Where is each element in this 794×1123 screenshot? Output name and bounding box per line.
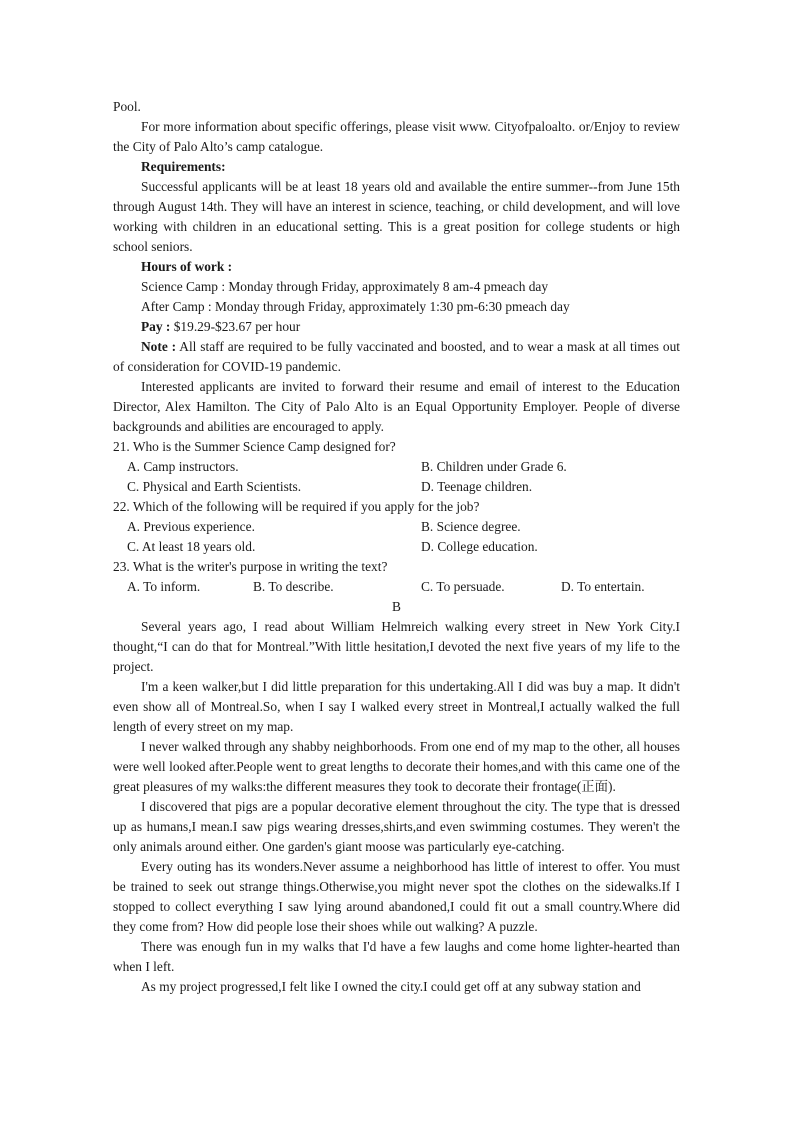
science-camp-hours — [113, 277, 680, 297]
science-camp-text: Monday through Friday, approximately 8 am-4 pmeach day — [225, 279, 549, 294]
more-info-paragraph: For more information about specific offerings, please visit www. Cityofpaloalto. or/Enjoy to review the City of Palo Alto’s camp catalogue. — [113, 119, 680, 154]
question-21-options-row-1 — [113, 457, 680, 477]
question-22-option-b: B. Science degree. — [421, 519, 521, 534]
question-21-option-d: D. Teenage children. — [421, 479, 533, 494]
question-22-option-c: C. At least 18 years old. — [127, 539, 256, 554]
document-page — [113, 97, 680, 997]
science-camp-label: Science Camp : — [141, 279, 226, 294]
question-22-option-a: A. Previous experience. — [127, 519, 255, 534]
after-camp-text: Monday through Friday, approximately 1:30 pm-6:30 pmeach day — [211, 299, 570, 314]
note-text: All staff are required to be fully vaccinated and boosted, and to wear a mask at all times out of consideration for COVID-19 pandemic. — [113, 339, 680, 374]
pay-label: Pay : — [141, 319, 171, 334]
question-23: 23. What is the writer's purpose in writing the text? — [113, 559, 388, 574]
question-21-option-b: B. Children under Grade 6. — [421, 459, 567, 474]
pool-fragment: Pool. — [113, 99, 141, 114]
requirements-heading: Requirements: — [141, 159, 226, 174]
question-21-options-row-2 — [113, 477, 680, 497]
question-23-option-d: D. To entertain. — [561, 579, 645, 594]
question-21: 21. Who is the Summer Science Camp designed for? — [113, 439, 396, 454]
after-camp-label: After Camp : — [141, 299, 212, 314]
question-23-options — [113, 577, 680, 597]
question-21-option-c: C. Physical and Earth Scientists. — [127, 479, 302, 494]
note-paragraph — [113, 337, 680, 377]
question-23-option-b: B. To describe. — [253, 579, 334, 594]
question-23-option-c: C. To persuade. — [421, 579, 505, 594]
interested-paragraph: Interested applicants are invited to forward their resume and email of interest to the Education Director, Alex Hamilton. The City of Palo Alto is an Equal Opportunity Employer. People of diverse backgrounds and abilities are encouraged to apply. — [113, 379, 680, 434]
pay-text: $19.29-$23.67 per hour — [170, 319, 301, 334]
question-22-options-row-2 — [113, 537, 680, 557]
hours-heading: Hours of work : — [141, 259, 233, 274]
requirements-paragraph: Successful applicants will be at least 18 years old and available the entire summer--from June 15th through August 14th. They will have an interest in science, teaching, or child development, and will love working with children in an educational setting. This is a great position for college students or high school seniors. — [113, 179, 680, 254]
question-22-option-d: D. College education. — [421, 539, 538, 554]
pay-line — [113, 317, 680, 337]
question-21-option-a: A. Camp instructors. — [127, 459, 239, 474]
passage-b-paragraph: I discovered that pigs are a popular decorative element throughout the city. The type that is dressed up as humans,I mean.I saw pigs wearing dresses,shirts,and even swimming costumes. They weren't the only animals around either. One garden's giant moose was particularly eye-catching. — [113, 799, 680, 854]
after-camp-hours — [113, 297, 680, 317]
passage-b-paragraph: As my project progressed,I felt like I owned the city.I could get off at any subway station and — [141, 979, 641, 994]
passage-b-paragraph: There was enough fun in my walks that I'd have a few laughs and come home lighter-hearted than when I left. — [113, 939, 680, 974]
passage-b-paragraph: Every outing has its wonders.Never assume a neighborhood has little of interest to offer. You must be trained to seek out strange things.Otherwise,you might never spot the clothes on the sidewalks.If I stopped to collect everything I saw lying around abandoned,I could fit out a small country.Where did they come from? How did people lose their shoes while out walking? A puzzle. — [113, 859, 680, 934]
question-22-options-row-1 — [113, 517, 680, 537]
passage-b-paragraph: I'm a keen walker,but I did little preparation for this undertaking.All I did was buy a map. It didn't even show all of Montreal.So, when I say I walked every street in Montreal,I actually walked the full length of every street on my map. — [113, 679, 680, 734]
question-22: 22. Which of the following will be required if you apply for the job? — [113, 499, 480, 514]
passage-b-paragraph: I never walked through any shabby neighborhoods. From one end of my map to the other, all houses were well looked after.People went to great lengths to decorate their homes,and with this came one of the great pleasures of my walks:the different measures they took to decorate their frontage(正面). — [113, 739, 680, 794]
question-23-option-a: A. To inform. — [127, 579, 201, 594]
note-label: Note : — [141, 339, 177, 354]
passage-b-paragraph: Several years ago, I read about William Helmreich walking every street in New York City.I thought,“I can do that for Montreal.”With little hesitation,I devoted the next five years of my life to the project. — [113, 619, 680, 674]
section-b-label: B — [392, 599, 401, 614]
